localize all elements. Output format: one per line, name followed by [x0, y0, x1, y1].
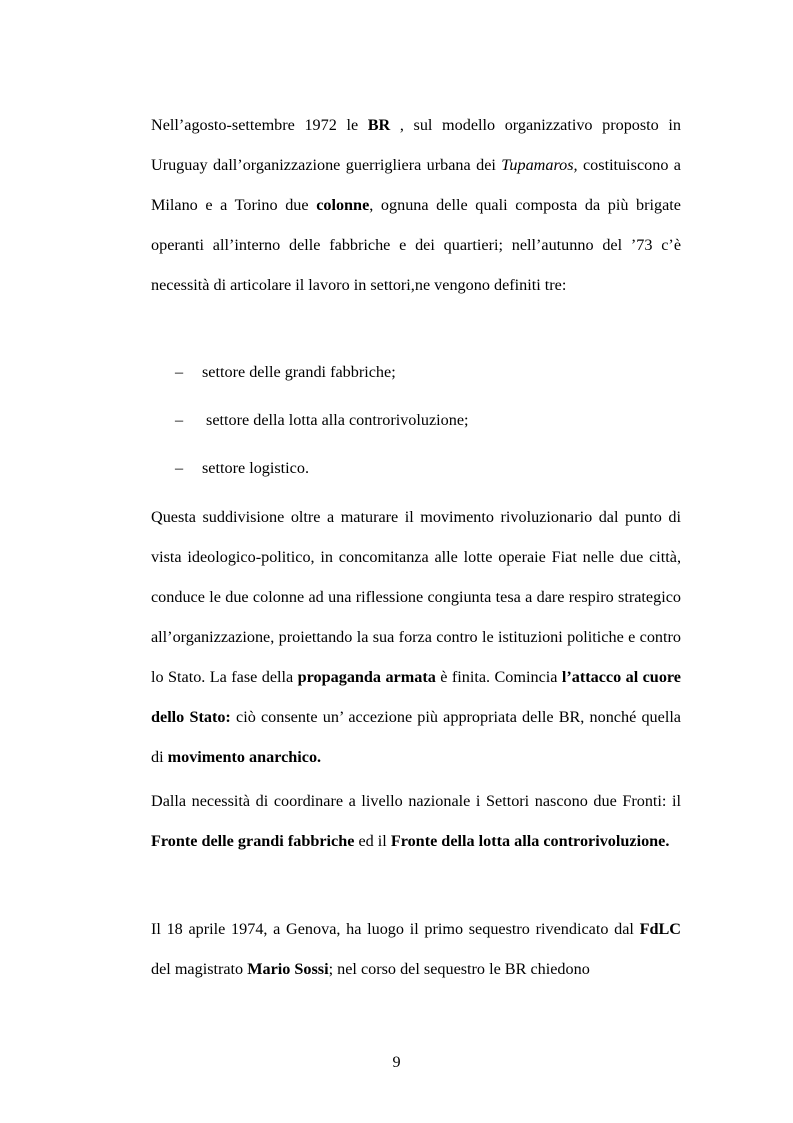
text-run: Il 18 aprile 1974, a Genova, ha luogo il primo sequestro rivendicato dal — [151, 920, 640, 938]
text-run: costituiscono a Milano e a Torino due — [151, 156, 681, 214]
text-run: è finita. Comincia — [435, 668, 562, 686]
text-run: , sul modello organizzativo proposto in Uruguay dall’organizzazione guerrigliera urbana dei — [151, 116, 681, 174]
bold-fronte-controrivoluzione: Fronte della lotta alla controrivoluzione. — [390, 832, 670, 850]
paragraph-2 — [151, 497, 681, 777]
bold-attacco-stato: l’attacco al cuore dello Stato: — [151, 668, 681, 726]
list-item — [175, 396, 469, 444]
text-run: Dalla necessità di coordinare a livello nazionale i Settori nascono due Fronti: il — [151, 792, 681, 810]
text-run: ; nel corso del sequestro le BR chiedono — [328, 960, 590, 978]
bold-movimento-anarchico: movimento anarchico. — [167, 748, 322, 766]
text-run: del magistrato — [151, 960, 248, 978]
sector-list — [175, 348, 469, 492]
text-run: Questa suddivisione oltre a maturare il movimento rivoluzionario dal punto di vista ideologico-politico, in concomitanza alle lotte operaie Fiat nelle due città, conduce le due colonne ad una riflessione congiunta tesa a dare respiro strategico all’organizzazione, proiettando la sua forza contro le istituzioni politiche e contro lo Stato. La fase della — [151, 508, 681, 686]
text-run: ciò consente un’ accezione più appropriata delle BR, nonché quella di — [151, 708, 681, 766]
dash-marker: – — [175, 411, 184, 429]
paragraph-1 — [151, 105, 681, 305]
bold-fdlc: FdLC — [639, 920, 681, 938]
bold-colonne: colonne — [316, 196, 370, 214]
dash-marker: – — [175, 363, 184, 381]
list-item-text: settore logistico. — [202, 459, 309, 477]
list-item-text: settore della lotta alla controrivoluzione; — [202, 411, 469, 429]
page-number: 9 — [392, 1053, 401, 1071]
text-run: ed il — [354, 832, 391, 850]
bold-fronte-fabbriche: Fronte delle grandi fabbriche — [151, 832, 355, 850]
bold-mario-sossi: Mario Sossi — [247, 960, 329, 978]
text-run: Nell’agosto-settembre 1972 le — [151, 116, 368, 134]
dash-marker: – — [175, 459, 184, 477]
list-item — [175, 348, 469, 396]
text-run: , ognuna delle quali composta da più brigate operanti all’interno delle fabbriche e dei quartieri; nell’autunno del ’73 c’è necessità di articolare il lavoro in settori,ne vengono definiti tre: — [151, 196, 681, 294]
paragraph-3 — [151, 781, 681, 861]
bold-propaganda-armata: propaganda armata — [297, 668, 436, 686]
paragraph-4 — [151, 909, 681, 989]
list-item-text: settore delle grandi fabbriche; — [202, 363, 396, 381]
bold-br: BR — [367, 116, 391, 134]
list-item — [175, 444, 469, 492]
italic-tupamaros: Tupamaros, — [501, 156, 578, 174]
